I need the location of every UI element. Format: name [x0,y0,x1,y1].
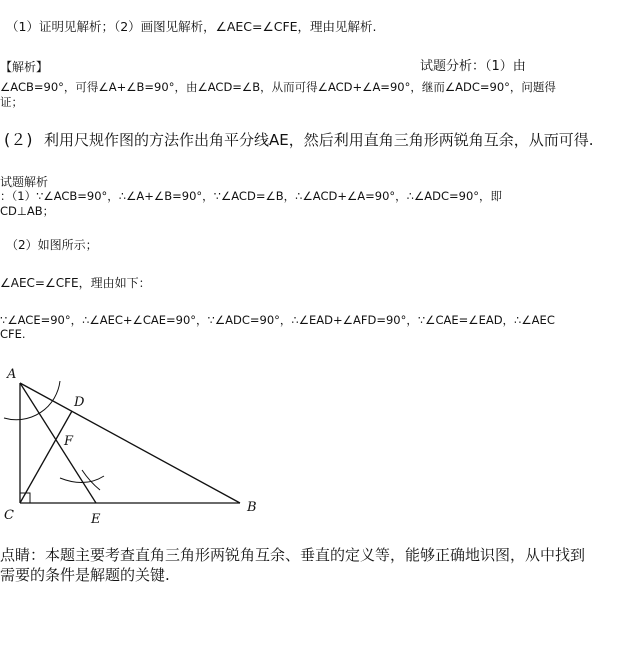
solution-line-2: CD⊥AB； [0,204,55,218]
label-A: A [7,367,17,382]
segment-AE [20,383,96,503]
solution-line-1: ：（1）∵∠ACB=90°，∴∠A+∠B=90°，∵∠ACD=∠B，∴∠ACD+∠A=90°，∴∠ADC=90°，即 [0,189,503,203]
comment-line-2: 需要的条件是解题的关键. [0,566,170,584]
label-C: C [4,508,14,523]
proof-line-2: CFE. [0,327,26,341]
label-B: B [247,500,257,515]
conclusion-line: ∠AEC=∠CFE，理由如下： [0,276,151,290]
part2-figure-note: （2）如图所示； [6,238,98,252]
part2-text: 利用尺规作图的方法作出角平分线AE，然后利用直角三角形两锐角互余，从而可得. [44,131,594,149]
solution-heading: 试题解析 [0,175,49,189]
analysis-line-2: 证； [0,95,23,109]
analysis-heading: 【解析】 [0,60,49,74]
proof-line-1: ∵∠ACE=90°，∴∠AEC+∠CAE=90°，∵∠ADC=90°，∴∠EAD+∠AFD=90°，∵∠CAE=∠EAD，∴∠AEC [0,313,555,327]
label-D: D [74,395,85,410]
analysis-intro: 试题分析：（1）由 [420,59,526,74]
label-E: E [91,512,101,527]
label-F: F [64,434,74,449]
answer-line: （1）证明见解析；（2）画图见解析，∠AEC=∠CFE，理由见解析. [6,19,377,34]
part2-paren: (２) [4,130,33,149]
comment-line-1: 点睛：本题主要考查直角三角形两锐角互余、垂直的定义等，能够正确地识图，从中找到 [0,546,586,564]
analysis-line-1: ∠ACB=90°，可得∠A+∠B=90°，由∠ACD=∠B，从而可得∠ACD+∠A=90°，继而∠ADC=90°，问题得 [0,80,556,94]
